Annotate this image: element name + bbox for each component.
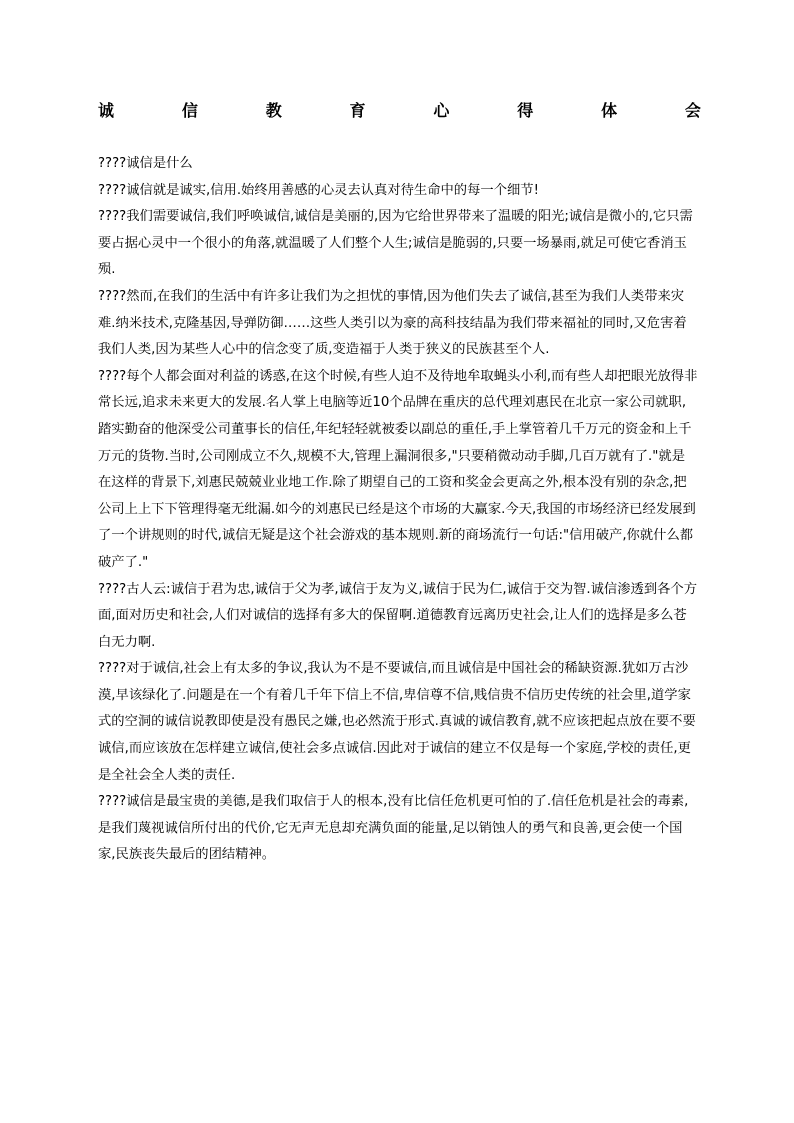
paragraph-social-debate: ????对于诚信,社会上有太多的争议,我认为不是不要诚信,而且诚信是中国社会的稀缺资源.犹如万古沙漠,早该绿化了.问题是在一个有着几千年下信上不信,卑信尊不信,贱信贵不信历史传统的社会里,道学家式的空洞的诚信说教即使是没有愚民之嫌,也必然流于形式.真诚的诚信教育,就不应该把起点放在要不要诚信,而应该放在怎样建立诚信,使社会多点诚信.因此对于诚信的建立不仅是每一个家庭,学校的责任,更是全社会全人类的责任. [98, 661, 696, 783]
paragraph-concerns: ????然而,在我们的生活中有许多让我们为之担忧的事情,因为他们失去了诚信,甚至为我们人类带来灾难.纳米技术,克隆基因,导弹防御……这些人类引以为豪的高科技结晶为我们带来福祉的同时,又危害着我们人类,因为某些人心中的信念变了质,变造福于人类于狭义的民族甚至个人. [98, 288, 687, 358]
title-char: 育 [349, 101, 366, 120]
document-title [98, 98, 701, 124]
title-char: 信 [181, 101, 198, 120]
paragraph-definition: ????诚信就是诚实,信用.始终用善感的心灵去认真对待生命中的每一个细节! [98, 182, 539, 198]
title-char: 得 [517, 101, 534, 120]
paragraph-need-for-integrity: ????我们需要诚信,我们呼唤诚信,诚信是美丽的,因为它给世界带来了温暖的阳光;诚信是微小的,它只需要占据心灵中一个很小的角落,就温暖了人们整个人生;诚信是脆弱的,只要一场暴雨,就足可使它香消玉殒. [98, 209, 693, 278]
title-char: 教 [265, 101, 282, 120]
paragraph-example: ????每个人都会面对利益的诱惑,在这个时候,有些人迫不及待地牟取蝇头小利,而有些人却把眼光放得非常长远,追求未来更大的发展.名人掌上电脑等近10个品牌在重庆的总代理刘惠民在北京一家公司就职,踏实勤奋的他深受公司董事长的信任,年纪轻轻就被委以副总的重任,手上掌管着几千万元的资金和上千万元的货物.当时,公司刚成立不久,规模不大,管理上漏洞很多,"只要稍微动动手脚,几百万就有了."就是在这样的背景下,刘惠民兢兢业业地工作.除了期望自己的工资和奖金会更高之外,根本没有别的杂念,把公司上上下下管理得毫无纰漏.如今的刘惠民已经是这个市场的大赢家.今天,我国的市场经济已经发展到了一个讲规则的时代,诚信无疑是这个社会游戏的基本规则.新的商场流行一句话:"信用破产,你就什么都破产了." [98, 368, 698, 570]
title-char: 心 [433, 101, 450, 120]
paragraph-conclusion: ????诚信是最宝贵的美德,是我们取信于人的根本,没有比信任危机更可怕的了.信任危机是社会的毒素,是我们蔑视诚信所付出的代价,它无声无息却充满负面的能量,足以销蚀人的勇气和良善,更会使一个国家,民族丧失最后的团结精神。 [98, 794, 689, 863]
title-char: 体 [601, 101, 618, 120]
paragraph-question: ????诚信是什么 [98, 156, 193, 171]
document-body [98, 151, 698, 869]
title-char: 会 [684, 101, 701, 120]
title-char: 诚 [98, 101, 115, 120]
paragraph-ancient-sayings: ????古人云:诚信于君为忠,诚信于父为孝,诚信于友为义,诚信于民为仁,诚信于交为智.诚信渗透到各个方面,面对历史和社会,人们对诚信的选择有多大的保留啊.道德教育远离历史社会,让人们的选择是多么苍白无力啊. [98, 581, 698, 650]
